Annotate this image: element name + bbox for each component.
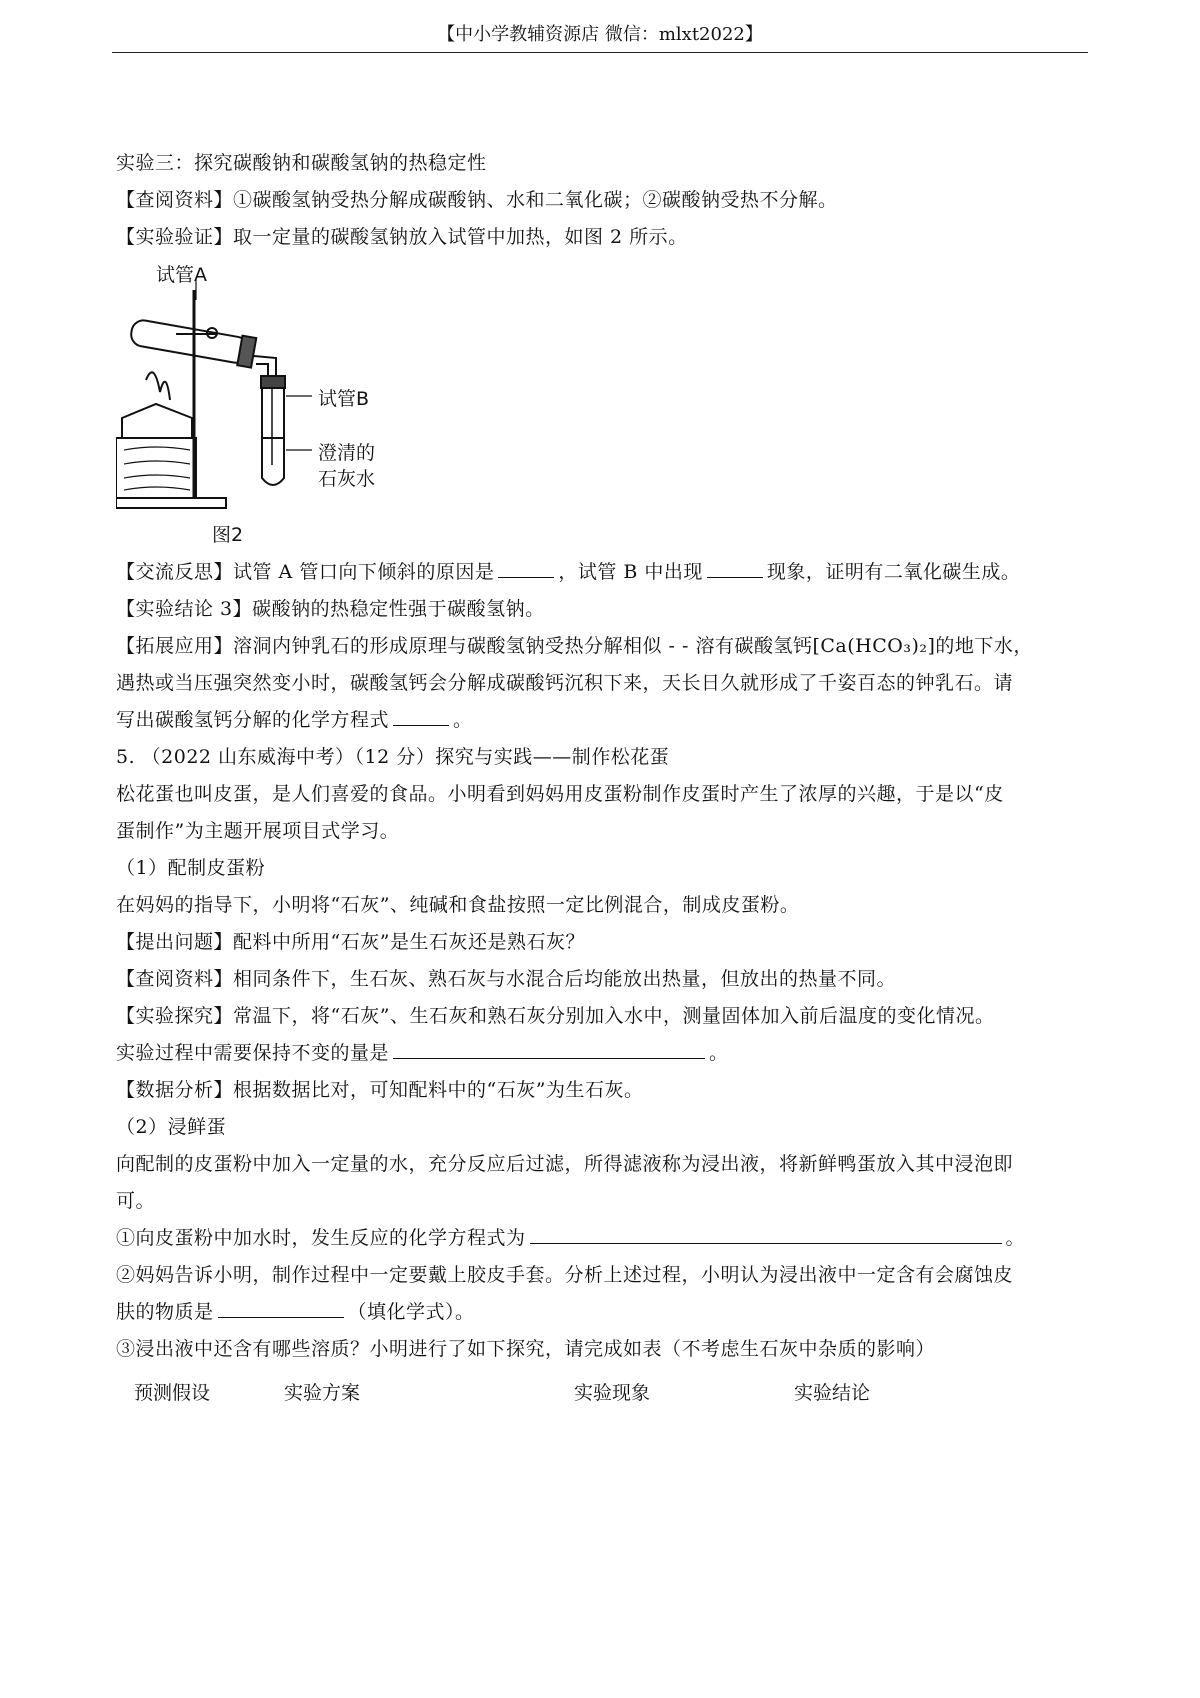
stand-base (116, 498, 226, 508)
answer-blank-6[interactable] (218, 1299, 344, 1318)
item1-text: ①向皮蛋粉中加水时，发生反应的化学方程式为 (116, 1227, 526, 1249)
table-header-plan: 实验方案 (284, 1382, 361, 1404)
q5-item-1 (116, 1220, 1096, 1257)
q5-question (116, 924, 1096, 961)
q5-data-analysis (116, 1072, 1096, 1109)
item2-end: （填化学式）。 (347, 1301, 475, 1323)
section3-reference (116, 182, 1096, 219)
table-header-conclusion: 实验结论 (794, 1382, 871, 1404)
extend-line-3 (116, 702, 1096, 739)
data-text: 根据数据比对，可知配料中的“石灰”为生石灰。 (233, 1079, 644, 1101)
data-tag: 【数据分析】 (116, 1079, 234, 1101)
tube-b-stopper (261, 376, 285, 388)
delivery-tube (254, 356, 276, 378)
table-header-hypothesis: 预测假设 (134, 1382, 211, 1404)
reflect-tag: 【交流反思】 (116, 561, 234, 583)
verify-tag: 【实验验证】 (116, 226, 234, 248)
answer-blank-3[interactable] (393, 707, 449, 726)
explore-text: 常温下，将“石灰”、生石灰和熟石灰分别加入水中，测量固体加入前后温度的变化情况。 (233, 1005, 995, 1027)
q5-title: 5. （2022 山东威海中考）（12 分）探究与实践——制作松花蛋 (116, 746, 670, 768)
extend-text-1: 溶洞内钟乳石的形成原理与碳酸氢钠受热分解相似 - - 溶有碳酸氢钙[Ca(HCO₃)₂]的地下水， (233, 635, 1033, 657)
item1-end: 。 (1005, 1227, 1026, 1249)
extend-text-3-end: 。 (453, 709, 473, 731)
q5-item-3: ③浸出液中还含有哪些溶质？小明进行了如下探究，请完成如表（不考虑生石灰中杂质的影响） (116, 1338, 936, 1360)
q5-part2-text-2: 可。 (116, 1190, 156, 1212)
label-limewater-1: 澄清的 (318, 442, 376, 464)
extend-tag: 【拓展应用】 (116, 635, 234, 657)
answer-blank-1[interactable] (498, 559, 554, 578)
page-header (112, 20, 1088, 53)
reflect-text-3: 现象，证明有二氧化碳生成。 (766, 561, 1021, 583)
explore-tag: 【实验探究】 (116, 1005, 234, 1027)
apparatus-drawing (116, 260, 436, 550)
q5-part1-text: 在妈妈的指导下，小明将“石灰”、纯碱和食盐按照一定比例混合，制成皮蛋粉。 (116, 894, 800, 916)
page-content (116, 145, 1096, 1405)
reflect-text-1: 试管 A 管口向下倾斜的原因是 (233, 561, 495, 583)
label-tube-b: 试管B (318, 388, 370, 410)
result-table-header (116, 1378, 1096, 1405)
ref-tag: 【查阅资料】 (116, 189, 234, 211)
extend-text-3: 写出碳酸氢钙分解的化学方程式 (116, 709, 390, 731)
burner-top (122, 404, 192, 438)
answer-blank-4[interactable] (393, 1040, 705, 1059)
item2-text: 肤的物质是 (116, 1301, 214, 1323)
verify-text: 取一定量的碳酸氢钠放入试管中加热，如图 2 所示。 (233, 226, 688, 248)
answer-blank-2[interactable] (707, 559, 763, 578)
reflect-line (116, 554, 1096, 591)
section3-verify (116, 219, 1096, 256)
q5-item-2-line-2 (116, 1294, 1096, 1331)
q5-explore-line-2 (116, 1035, 1096, 1072)
q5-part1-title: （1）配制皮蛋粉 (116, 857, 266, 879)
test-tube-b (262, 388, 284, 485)
q5-ref-tag: 【查阅资料】 (116, 968, 234, 990)
q5-intro-2: 蛋制作”为主题开展项目式学习。 (116, 820, 400, 842)
explore-line2-end: 。 (709, 1042, 729, 1064)
explore-line2-text: 实验过程中需要保持不变的量是 (116, 1042, 390, 1064)
q5-part2-title: （2）浸鲜蛋 (116, 1116, 227, 1138)
label-tube-a: 试管A (156, 264, 207, 286)
q5-part2-text-1: 向配制的皮蛋粉中加入一定量的水，充分反应后过滤，所得滤液称为浸出液，将新鲜鸭蛋放入其中浸泡即 (116, 1153, 1014, 1175)
ref-text: ①碳酸氢钠受热分解成碳酸钠、水和二氧化碳；②碳酸钠受热不分解。 (233, 189, 838, 211)
extend-line-2: 遇热或当压强突然变小时，碳酸氢钙会分解成碳酸钙沉积下来，天长日久就形成了千姿百态的钟乳石。请 (116, 672, 1014, 694)
section3-title: 实验三：探究碳酸钠和碳酸氢钠的热稳定性 (116, 152, 487, 174)
flame (146, 372, 170, 400)
question-tag: 【提出问题】 (116, 931, 234, 953)
table-header-phenomenon: 实验现象 (574, 1382, 651, 1404)
extend-line-1 (116, 628, 1096, 665)
q5-item-2-line-1: ②妈妈告诉小明，制作过程中一定要戴上胶皮手套。分析上述过程，小明认为浸出液中一定含有会腐蚀皮 (116, 1264, 1014, 1286)
reflect-text-2: ，试管 B 中出现 (558, 561, 703, 583)
question-text: 配料中所用“石灰”是生石灰还是熟石灰？ (233, 931, 585, 953)
answer-blank-5[interactable] (530, 1225, 1002, 1244)
q5-explore (116, 998, 1096, 1035)
apparatus-figure (116, 260, 436, 550)
conclusion3-text: 碳酸钠的热稳定性强于碳酸氢钠。 (252, 598, 545, 620)
conclusion3-tag: 【实验结论 3】 (116, 598, 253, 620)
header-text: 【中小学教辅资源店 微信：mlxt2022】 (437, 24, 763, 45)
q5-reference (116, 961, 1096, 998)
q5-intro-1: 松花蛋也叫皮蛋，是人们喜爱的食品。小明看到妈妈用皮蛋粉制作皮蛋时产生了浓厚的兴趣，于是以“皮 (116, 783, 1004, 805)
conclusion3-line (116, 591, 1096, 628)
q5-ref-text: 相同条件下，生石灰、熟石灰与水混合后均能放出热量，但放出的热量不同。 (233, 968, 897, 990)
label-limewater-2: 石灰水 (318, 468, 376, 490)
figure-caption: 图2 (212, 524, 244, 546)
